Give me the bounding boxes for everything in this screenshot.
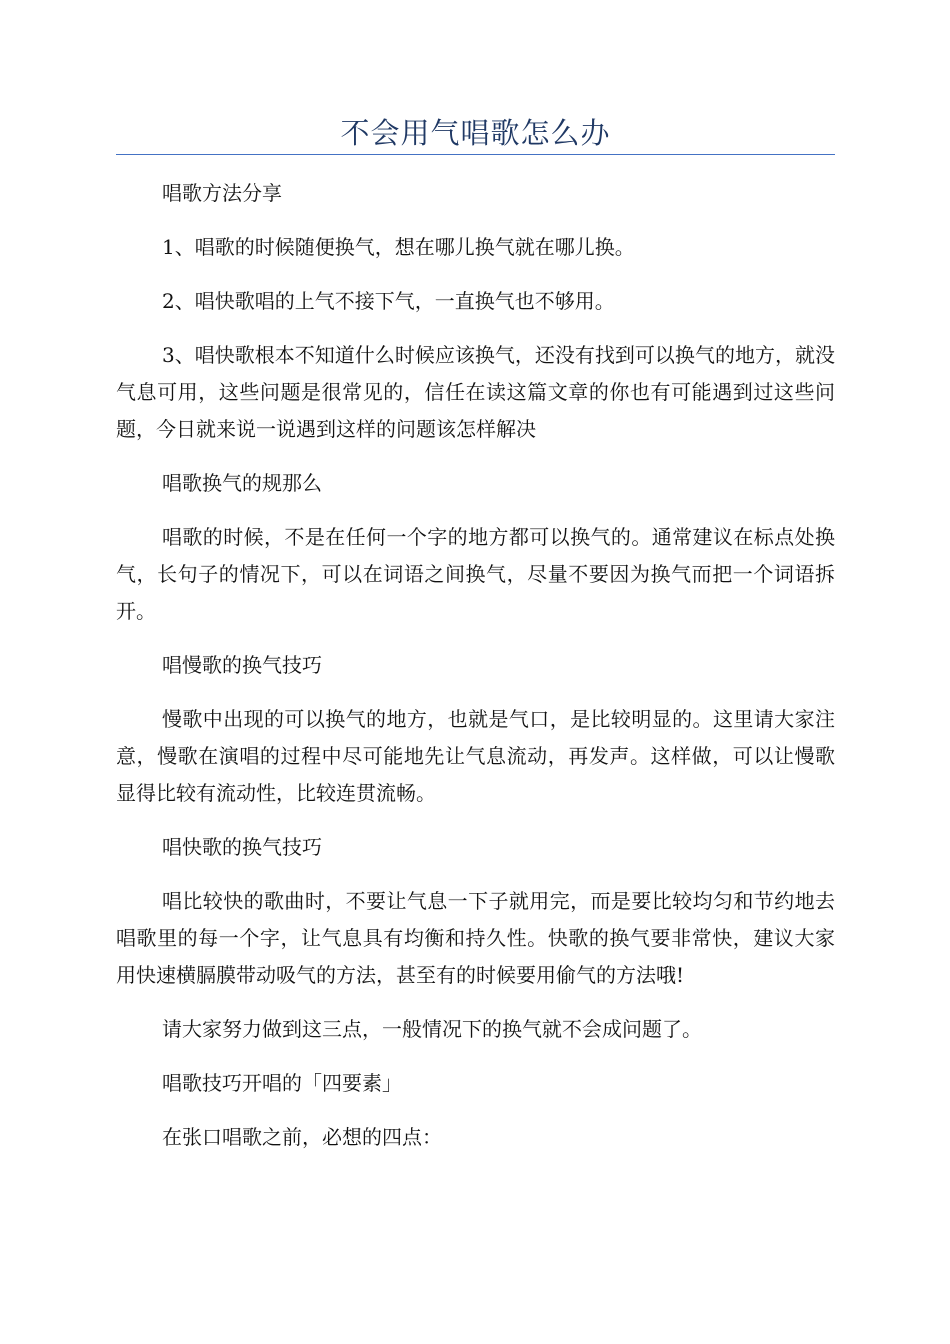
body-paragraph: 请大家努力做到这三点，一般情况下的换气就不会成问题了。 xyxy=(162,1017,702,1041)
section-heading: 唱歌方法分享 xyxy=(162,181,282,205)
list-item: 2、唱快歌唱的上气不接下气，一直换气也不够用。 xyxy=(162,289,615,313)
section-heading: 唱慢歌的换气技巧 xyxy=(162,653,322,677)
body-paragraph: 唱比较快的歌曲时，不要让气息一下子就用完，而是要比较均匀和节约地去唱歌里的每一个字，让气息具有均衡和持久性。快歌的换气要非常快，建议大家用快速横膈膜带动吸气的方法，甚至有的时候要用偷气的方法哦! xyxy=(116,889,835,987)
list-item: 1、唱歌的时候随便换气，想在哪儿换气就在哪儿换。 xyxy=(162,235,635,259)
body-paragraph: 唱歌的时候，不是在任何一个字的地方都可以换气的。通常建议在标点处换气，长句子的情况下，可以在词语之间换气，尽量不要因为换气而把一个词语拆开。 xyxy=(116,525,835,623)
section-heading: 唱快歌的换气技巧 xyxy=(162,835,322,859)
section-heading: 唱歌技巧开唱的「四要素」 xyxy=(162,1071,402,1095)
list-item: 3、唱快歌根本不知道什么时候应该换气，还没有找到可以换气的地方，就没气息可用，这些问题是很常见的，信任在读这篇文章的你也有可能遇到过这些问题，今日就来说一说遇到这样的问题该怎样解决 xyxy=(116,343,835,441)
document-body xyxy=(116,175,835,1173)
body-paragraph: 慢歌中出现的可以换气的地方，也就是气口，是比较明显的。这里请大家注意，慢歌在演唱的过程中尽可能地先让气息流动，再发声。这样做，可以让慢歌显得比较有流动性，比较连贯流畅。 xyxy=(116,707,835,805)
body-paragraph: 在张口唱歌之前，必想的四点： xyxy=(162,1125,442,1149)
section-heading: 唱歌换气的规那么 xyxy=(162,471,322,495)
document-title: 不会用气唱歌怎么办 xyxy=(340,116,611,150)
title-underline xyxy=(116,154,835,155)
